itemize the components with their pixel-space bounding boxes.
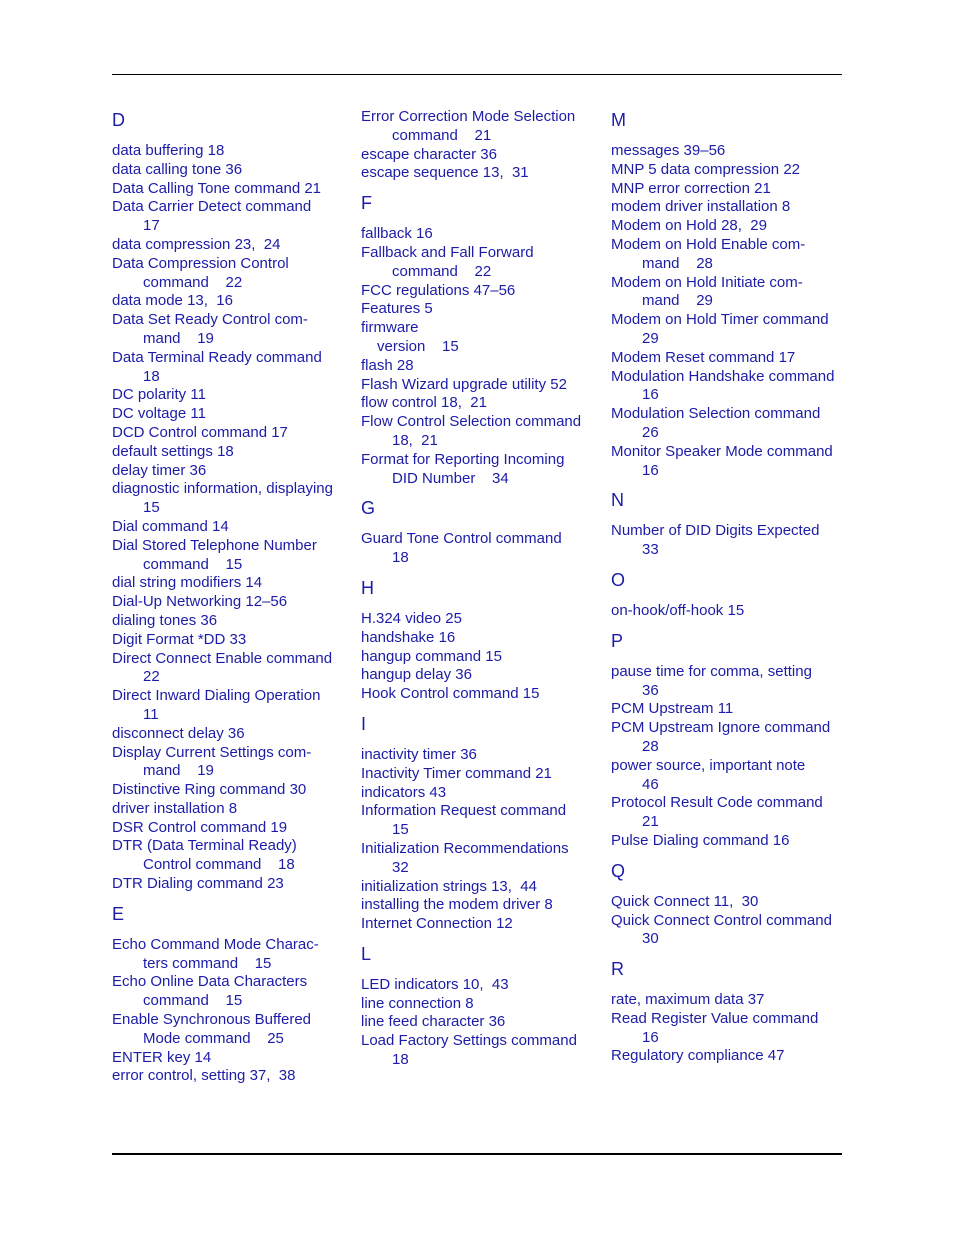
page-reference[interactable]: 11	[190, 405, 206, 423]
index-term: fallback	[361, 225, 412, 243]
index-term: rate, maximum data	[611, 991, 744, 1009]
index-entry[interactable]	[112, 744, 350, 782]
index-entry[interactable]	[112, 236, 350, 255]
index-term: messages	[611, 142, 680, 159]
index-entry[interactable]	[112, 311, 350, 349]
page-reference[interactable]: 15	[485, 647, 502, 665]
index-entry[interactable]	[112, 424, 350, 443]
index-entry[interactable]	[361, 976, 599, 995]
index-term: escape character	[361, 145, 477, 163]
continuation-line[interactable]: mand 19	[143, 329, 214, 347]
index-entry[interactable]	[112, 480, 350, 518]
index-entry[interactable]	[361, 413, 599, 451]
index-entry[interactable]	[361, 765, 599, 784]
index-entry[interactable]	[361, 108, 599, 146]
continuation-line[interactable]: 15	[143, 499, 160, 517]
section-letter-heading: H	[361, 577, 374, 598]
continuation-line[interactable]: DID Number 34	[392, 469, 509, 487]
index-term: on-hook/off-hook	[611, 601, 724, 619]
index-entry[interactable]	[611, 161, 849, 180]
index-term: power source, important note	[611, 756, 806, 774]
index-entry[interactable]	[611, 757, 849, 795]
index-term: Data Set Ready Control com-	[112, 311, 308, 329]
index-entry[interactable]	[361, 784, 599, 803]
page-reference[interactable]: 15	[727, 601, 745, 619]
index-term: Inactivity Timer command	[361, 764, 532, 782]
index-entry[interactable]	[112, 386, 350, 405]
page-reference[interactable]: 13, 16	[187, 292, 233, 310]
index-term: Modem on Hold Enable com-	[611, 235, 806, 253]
section-letter-heading: G	[361, 498, 376, 519]
index-term: line connection	[361, 994, 462, 1012]
continuation-line[interactable]: 21	[642, 813, 659, 831]
index-entry[interactable]	[112, 612, 350, 631]
index-term: Quick Connect	[611, 892, 710, 910]
index-term: Internet Connection	[361, 915, 492, 933]
index-term: Enable Synchronous Buffered	[112, 1011, 312, 1029]
index-entry[interactable]	[112, 725, 350, 744]
page-reference[interactable]: 14	[194, 1048, 212, 1066]
page-reference[interactable]: 8	[544, 896, 553, 914]
index-entry[interactable]	[611, 700, 849, 719]
index-term: Features	[361, 300, 421, 318]
index-term: inactivity timer	[361, 745, 457, 763]
continuation-line[interactable]: mand 19	[143, 762, 214, 780]
index-entry[interactable]	[611, 311, 849, 349]
index-term: Data Terminal Ready command	[112, 348, 322, 366]
continuation-line[interactable]: 30	[642, 930, 659, 948]
page-reference[interactable]: 21	[754, 179, 771, 197]
index-entry[interactable]	[361, 666, 599, 685]
index-entry[interactable]	[112, 837, 350, 875]
index-term: Error Correction Mode Selection	[361, 108, 576, 125]
index-term: LED indicators	[361, 975, 459, 993]
page-reference[interactable]: 36	[480, 145, 497, 163]
index-term: DTR Dialing command	[112, 875, 263, 893]
page-reference[interactable]: 8	[781, 198, 791, 216]
index-entry[interactable]	[112, 292, 350, 311]
section-letter-heading: N	[611, 490, 624, 511]
section-letter-heading: I	[361, 713, 367, 734]
index-entry[interactable]	[361, 915, 599, 934]
continuation-line[interactable]: 16	[642, 1028, 659, 1046]
index-entry[interactable]	[112, 255, 350, 293]
index-entry[interactable]	[112, 800, 350, 819]
index-term: Initialization Recommendations	[361, 839, 569, 857]
section-letter-heading: D	[112, 110, 125, 130]
index-term: Read Register Value command	[611, 1009, 819, 1027]
index-entry[interactable]	[361, 530, 599, 568]
page-reference[interactable]: 11	[717, 700, 734, 718]
page-reference[interactable]: 18	[217, 442, 234, 460]
section-letter-heading: Q	[611, 860, 626, 881]
index-term: dial string modifiers	[112, 574, 242, 592]
index-entry[interactable]	[361, 629, 599, 648]
continuation-line[interactable]: 17	[143, 217, 160, 235]
index-term: Protocol Result Code command	[611, 794, 823, 812]
index-term: pause time for comma, setting	[611, 662, 812, 680]
page-reference[interactable]: 13, 44	[491, 877, 537, 895]
index-term: MNP error correction	[611, 179, 750, 197]
index-entry[interactable]	[361, 376, 599, 395]
index-term: flash	[361, 356, 393, 374]
index-term: Data Calling Tone command	[112, 179, 301, 197]
index-entry[interactable]	[611, 349, 849, 368]
index-entry[interactable]	[361, 244, 599, 282]
index-entry[interactable]	[361, 394, 599, 413]
continuation-line[interactable]: 16	[642, 386, 659, 404]
index-term: data buffering	[112, 142, 204, 159]
index-entry[interactable]	[112, 180, 350, 199]
page-reference[interactable]: 36	[227, 724, 245, 742]
index-term: PCM Upstream Ignore command	[611, 719, 831, 737]
page-reference[interactable]: 23, 24	[234, 235, 281, 253]
index-term: installing the modem driver	[361, 896, 541, 914]
continuation-line[interactable]: 18, 21	[392, 431, 438, 449]
index-term: DTR (Data Terminal Ready)	[112, 837, 297, 855]
index-entry[interactable]	[112, 518, 350, 537]
index-term: firmware	[361, 319, 419, 337]
index-term: diagnostic information, displaying	[112, 480, 333, 498]
index-entry[interactable]	[112, 875, 350, 894]
index-entry[interactable]	[361, 840, 599, 878]
index-entry[interactable]	[361, 282, 599, 301]
section-letter-heading: E	[112, 903, 125, 924]
index-entry[interactable]	[361, 146, 599, 165]
index-term: Regulatory compliance	[611, 1047, 764, 1065]
index-entry[interactable]	[361, 610, 599, 629]
page-reference[interactable]: 16	[416, 225, 433, 243]
index-term: Dial command	[112, 517, 208, 535]
continuation-line[interactable]: command 22	[392, 262, 492, 280]
continuation-line[interactable]: 11	[143, 705, 159, 723]
index-entry[interactable]	[112, 973, 350, 1011]
index-term: disconnect delay	[112, 724, 224, 742]
continuation-line[interactable]: 33	[642, 541, 659, 559]
index-entry[interactable]	[112, 650, 350, 688]
index-entry[interactable]	[611, 912, 849, 950]
continuation-line[interactable]: 15	[392, 821, 409, 839]
page-reference[interactable]: 39–56	[683, 142, 726, 159]
index-entry[interactable]	[361, 300, 599, 319]
index-term: error control, setting	[112, 1067, 246, 1085]
page-reference[interactable]: 43	[429, 783, 447, 801]
index-column-2	[361, 108, 599, 1070]
index-term: DC voltage	[112, 405, 187, 423]
page-reference[interactable]: 17	[778, 348, 796, 366]
index-entry[interactable]	[112, 1049, 350, 1068]
page-reference[interactable]: 28	[396, 356, 414, 374]
index-entry[interactable]	[611, 602, 849, 621]
page-reference[interactable]: 33	[229, 630, 247, 648]
page-reference[interactable]: 25	[445, 609, 462, 627]
page-reference[interactable]: 19	[270, 818, 288, 836]
index-term: Format for Reporting Incoming	[361, 450, 565, 468]
page-reference[interactable]: 18, 21	[441, 394, 487, 412]
index-entry[interactable]	[611, 719, 849, 757]
index-term: escape sequence	[361, 164, 479, 182]
index-term: MNP 5 data compression	[611, 160, 780, 178]
index-term: DC polarity	[112, 386, 187, 404]
index-term: Flow Control Selection command	[361, 413, 582, 431]
page-reference[interactable]: 13, 31	[482, 164, 529, 182]
index-term: Load Factory Settings command	[361, 1032, 577, 1050]
index-term: Dial-Up Networking	[112, 593, 242, 611]
index-entry[interactable]	[361, 225, 599, 244]
index-term: dialing tones	[112, 611, 197, 629]
index-term: Dial Stored Telephone Number	[112, 536, 317, 554]
index-term: data calling tone	[112, 160, 222, 178]
footer-rule	[112, 1153, 842, 1155]
index-entry[interactable]	[361, 995, 599, 1014]
page-reference[interactable]: 14	[245, 574, 263, 592]
index-entry[interactable]	[611, 991, 849, 1010]
page-reference[interactable]: 36	[460, 745, 477, 763]
page-reference[interactable]: 10, 43	[462, 975, 509, 993]
index-entry[interactable]	[361, 164, 599, 183]
index-term: PCM Upstream	[611, 700, 714, 718]
index-term: Fallback and Fall Forward	[361, 243, 534, 261]
page-reference[interactable]: 22	[783, 160, 800, 178]
index-term: Data Carrier Detect command	[112, 198, 312, 216]
page-reference[interactable]: 47–56	[473, 281, 516, 299]
section-letter-heading: F	[361, 193, 372, 214]
index-term: Echo Command Mode Charac-	[112, 935, 319, 953]
index-entry[interactable]	[361, 451, 599, 489]
index-term: Modem on Hold	[611, 217, 717, 235]
page-reference[interactable]: 5	[424, 300, 433, 318]
page-reference[interactable]: 52	[550, 375, 567, 393]
continuation-line[interactable]: command 22	[143, 273, 243, 291]
index-term: Quick Connect Control command	[611, 911, 832, 929]
index-term: Number of DID Digits Expected	[611, 522, 820, 540]
continuation-line[interactable]: 18	[143, 367, 160, 385]
index-term: Modem on Hold Timer command	[611, 311, 829, 329]
index-entry[interactable]	[611, 443, 849, 481]
index-term: FCC regulations	[361, 281, 470, 299]
index-entry[interactable]	[361, 878, 599, 897]
index-term: default settings	[112, 442, 213, 460]
continuation-line[interactable]: command 15	[143, 992, 243, 1010]
index-entry[interactable]	[611, 663, 849, 701]
continuation-line[interactable]: command 21	[392, 126, 492, 144]
index-entry[interactable]	[112, 142, 350, 161]
index-term: Data Compression Control	[112, 254, 289, 272]
index-term: Pulse Dialing command	[611, 831, 769, 849]
index-term: DCD Control command	[112, 423, 268, 441]
index-entry[interactable]	[112, 1011, 350, 1049]
continuation-line[interactable]: mand 28	[642, 254, 713, 272]
page-reference[interactable]: 17	[271, 423, 288, 441]
index-entry[interactable]	[112, 161, 350, 180]
index-term: Distinctive Ring command	[112, 781, 286, 799]
index-entry[interactable]	[361, 802, 599, 840]
index-entry[interactable]	[611, 893, 849, 912]
index-term: Display Current Settings com-	[112, 743, 312, 761]
index-entry[interactable]	[112, 1067, 350, 1086]
index-term: hangup delay	[361, 666, 452, 684]
page-reference[interactable]: 36	[189, 461, 207, 479]
page-reference[interactable]: 36	[225, 160, 243, 178]
page-reference[interactable]: 8	[228, 799, 238, 817]
index-term: Modem Reset command	[611, 348, 775, 366]
page-reference[interactable]: 16	[772, 831, 790, 849]
continuation-line[interactable]: 16	[642, 461, 659, 479]
index-entry[interactable]	[112, 349, 350, 387]
page-reference[interactable]: 28, 29	[721, 217, 767, 235]
index-entry[interactable]	[361, 685, 599, 704]
page-reference[interactable]: 12	[496, 915, 513, 933]
index-entry[interactable]	[112, 443, 350, 462]
index-term: line feed character	[361, 1013, 485, 1031]
index-entry[interactable]	[112, 593, 350, 612]
index-term: Flash Wizard upgrade utility	[361, 375, 547, 393]
continuation-line[interactable]: 18	[392, 1051, 409, 1069]
index-entry[interactable]	[611, 832, 849, 851]
index-entry[interactable]	[112, 198, 350, 236]
index-term: DSR Control command	[112, 818, 267, 836]
subentry-line[interactable]: version 15	[377, 337, 459, 355]
index-term: delay timer	[112, 461, 186, 479]
index-term: Modem on Hold Initiate com-	[611, 273, 803, 291]
index-term: handshake	[361, 628, 435, 646]
page-reference[interactable]: 37	[747, 991, 765, 1009]
index-entry[interactable]	[611, 522, 849, 560]
page-reference[interactable]: 21	[304, 179, 322, 197]
index-term: Modulation Handshake command	[611, 367, 835, 385]
index-entry[interactable]	[611, 217, 849, 236]
section-letter-heading: P	[611, 630, 624, 651]
index-entry[interactable]	[361, 648, 599, 667]
page-reference[interactable]: 36	[455, 666, 472, 684]
index-entry[interactable]	[611, 1047, 849, 1066]
continuation-line[interactable]: 46	[642, 775, 659, 793]
index-column-3	[611, 108, 849, 1066]
index-term: Digit Format *DD	[112, 630, 226, 648]
index-term: indicators	[361, 783, 426, 801]
index-entry[interactable]	[611, 274, 849, 312]
index-term: Monitor Speaker Mode command	[611, 442, 833, 460]
index-term: driver installation	[112, 799, 225, 817]
index-entry[interactable]	[112, 574, 350, 593]
index-term: initialization strings	[361, 877, 487, 895]
page-reference[interactable]: 11	[190, 386, 206, 404]
index-term: Modulation Selection command	[611, 405, 821, 423]
continuation-line[interactable]: 28	[642, 737, 659, 755]
section-letter-heading: O	[611, 569, 626, 590]
index-entry[interactable]	[112, 936, 350, 974]
header-rule	[112, 74, 842, 75]
page-reference[interactable]: 37, 38	[249, 1067, 296, 1085]
index-term: data compression	[112, 235, 231, 253]
continuation-line[interactable]: 29	[642, 329, 659, 347]
continuation-line[interactable]: 32	[392, 858, 409, 876]
index-entry[interactable]	[361, 1013, 599, 1032]
index-entry[interactable]	[611, 180, 849, 199]
page-reference[interactable]: 23	[267, 875, 284, 893]
continuation-line[interactable]: ters command 15	[143, 954, 272, 972]
index-term: H.324 video	[361, 609, 442, 627]
index-entry[interactable]	[361, 896, 599, 915]
index-entry[interactable]	[611, 1010, 849, 1048]
continuation-line[interactable]: 36	[642, 681, 659, 699]
page-reference[interactable]: 11, 30	[713, 892, 759, 910]
index-entry[interactable]	[112, 631, 350, 650]
continuation-line[interactable]: Control command 18	[143, 856, 295, 874]
page-reference[interactable]: 12–56	[245, 593, 288, 611]
index-entry[interactable]	[361, 746, 599, 765]
index-term: Direct Inward Dialing Operation	[112, 687, 321, 705]
page-reference[interactable]: 47	[767, 1047, 785, 1065]
index-entry[interactable]	[611, 198, 849, 217]
continuation-line[interactable]: Mode command 25	[143, 1029, 284, 1047]
index-term: Direct Connect Enable command	[112, 649, 333, 667]
page-reference[interactable]: 8	[465, 994, 474, 1012]
index-term: hangup command	[361, 647, 482, 665]
index-entry[interactable]	[112, 537, 350, 575]
index-entry[interactable]	[611, 405, 849, 443]
index-entry[interactable]	[611, 236, 849, 274]
index-entry[interactable]	[112, 687, 350, 725]
index-entry[interactable]	[611, 794, 849, 832]
index-entry[interactable]	[611, 142, 849, 161]
page-reference[interactable]: 21	[535, 764, 552, 782]
index-term: Hook Control command	[361, 685, 519, 703]
index-entry[interactable]	[112, 405, 350, 424]
continuation-line[interactable]: 18	[392, 549, 409, 567]
page-reference[interactable]: 14	[212, 517, 229, 535]
index-entry[interactable]	[611, 368, 849, 406]
index-entry[interactable]	[361, 1032, 599, 1070]
page-reference[interactable]: 15	[522, 685, 540, 703]
section-letter-heading: L	[361, 943, 372, 964]
continuation-line[interactable]: mand 29	[642, 292, 713, 310]
index-entry[interactable]	[112, 462, 350, 481]
index-column-1	[112, 108, 350, 1086]
page-reference[interactable]: 36	[200, 611, 218, 629]
index-term: Information Request command	[361, 802, 567, 820]
index-entry[interactable]	[361, 319, 599, 357]
continuation-line[interactable]: command 15	[143, 555, 243, 573]
index-term: Echo Online Data Characters	[112, 973, 308, 991]
continuation-line[interactable]: 26	[642, 423, 659, 441]
continuation-line[interactable]: 22	[143, 668, 160, 686]
page-reference[interactable]: 16	[438, 628, 456, 646]
index-term: ENTER key	[112, 1048, 191, 1066]
index-term: modem driver installation	[611, 198, 778, 216]
page-reference[interactable]: 36	[488, 1013, 506, 1031]
index-term: Guard Tone Control command	[361, 530, 562, 548]
index-entry[interactable]	[112, 819, 350, 838]
page-reference[interactable]: 18	[207, 142, 225, 159]
section-letter-heading: R	[611, 959, 624, 980]
index-term: flow control	[361, 394, 437, 412]
page-reference[interactable]: 30	[289, 781, 307, 799]
index-term: data mode	[112, 292, 183, 310]
index-entry[interactable]	[112, 781, 350, 800]
section-letter-heading: M	[611, 110, 626, 130]
index-entry[interactable]	[361, 357, 599, 376]
